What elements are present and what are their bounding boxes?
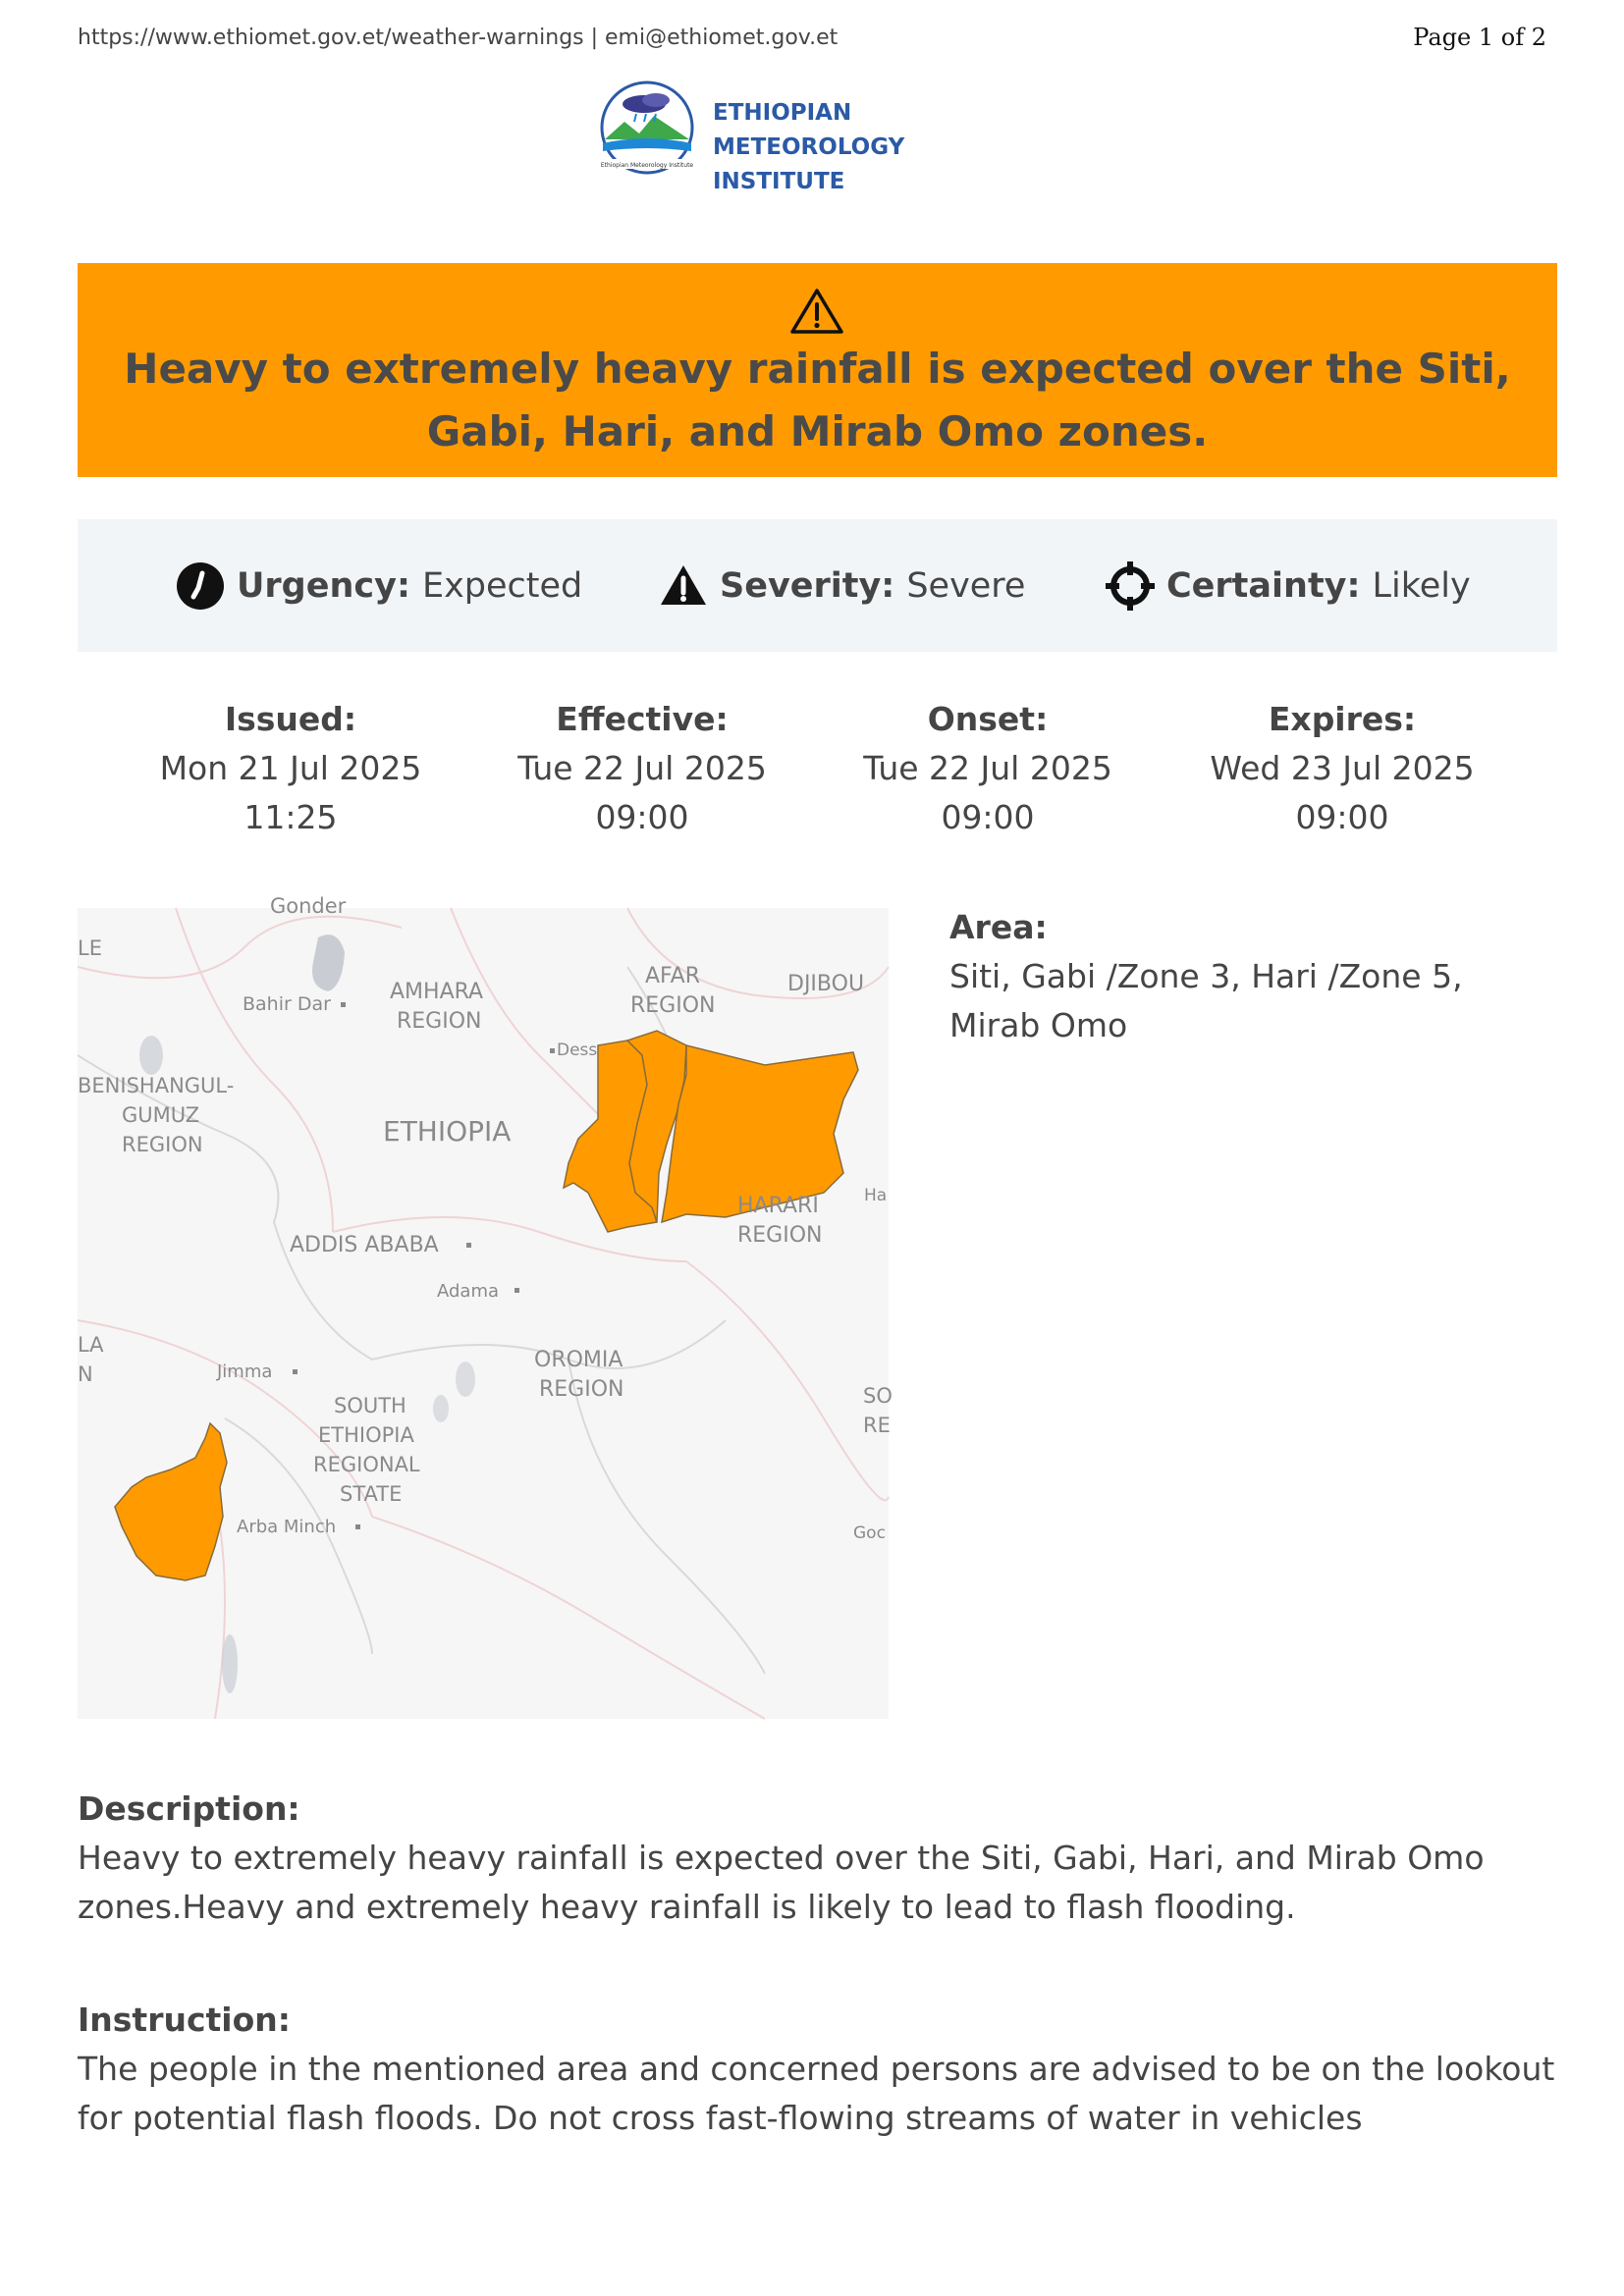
description-label: Description: — [78, 1789, 300, 1828]
area-value: Siti, Gabi /Zone 3, Hari /Zone 5, Mirab Omo — [949, 957, 1463, 1044]
urgency-value: Expected — [421, 566, 583, 606]
map-label-afar-1: AFAR — [645, 964, 701, 988]
area-label: Area: — [949, 908, 1048, 946]
instruction-text: The people in the mentioned area and concerned persons are advised to be on the lookout for potential flash floods. Do not cross fast-flowing streams of water in vehicles — [78, 2050, 1555, 2137]
map-label-adama: Adama — [437, 1281, 500, 1302]
map-label-god: Goc — [853, 1523, 886, 1543]
map-label-oromia-1: OROMIA — [534, 1348, 623, 1372]
issued-column — [134, 695, 448, 842]
map-label-dessie: Dess — [557, 1041, 598, 1060]
effective-date: Tue 22 Jul 2025 — [517, 749, 767, 787]
onset-label: Onset: — [927, 700, 1049, 738]
warning-triangle-icon — [788, 287, 845, 336]
map-label-re: RE — [863, 1414, 891, 1437]
description-text: Heavy to extremely heavy rainfall is expected over the Siti, Gabi, Hari, and Mirab Omo zones.Heavy and extremely heavy rainfall is likely to lead to flash flooding. — [78, 1839, 1485, 1926]
map-label-benishangul-1: BENISHANGUL- — [78, 1074, 235, 1097]
severity-field — [659, 562, 1025, 610]
map-canvas — [78, 894, 893, 1719]
severity-warning-icon — [659, 561, 708, 611]
description-block — [78, 1785, 1557, 1932]
map-label-afar-2: REGION — [630, 993, 716, 1018]
warning-area-map[interactable] — [78, 894, 893, 1719]
map-label-south-4: STATE — [340, 1482, 403, 1506]
map-label-addis-ababa: ADDIS ABABA — [290, 1233, 439, 1257]
page-number: Page 1 of 2 — [1413, 24, 1546, 51]
map-label-arba-minch: Arba Minch — [237, 1517, 337, 1537]
map-label-amhara-2: REGION — [397, 1009, 482, 1034]
onset-column — [831, 695, 1145, 842]
map-label-south-2: ETHIOPIA — [318, 1423, 414, 1447]
map-label-bahir-dar: Bahir Dar — [243, 993, 331, 1015]
onset-time: 09:00 — [941, 798, 1035, 836]
map-label-south-3: REGIONAL — [313, 1453, 420, 1476]
map-label-harari-1: HARARI — [737, 1194, 819, 1218]
effective-label: Effective: — [556, 700, 729, 738]
map-label-ethiopia: ETHIOPIA — [383, 1115, 512, 1148]
warning-headline: Heavy to extremely heavy rainfall is expected over the Siti, Gabi, Hari, and Mirab Omo zones. — [124, 345, 1511, 455]
urgency-field — [176, 562, 582, 610]
map-label-ha: Ha — [864, 1186, 888, 1205]
instruction-block — [78, 1996, 1557, 2143]
logo-wordmark — [713, 96, 1047, 199]
map-label-le: LE — [78, 936, 102, 960]
map-label-south-1: SOUTH — [334, 1394, 406, 1417]
effective-column — [485, 695, 799, 842]
warning-banner — [78, 263, 1557, 477]
map-label-so: SO — [863, 1384, 893, 1408]
page-header — [78, 22, 1546, 51]
area-block — [949, 903, 1539, 1050]
urgency-label: Urgency: — [237, 566, 410, 606]
severity-label: Severity: — [720, 566, 895, 606]
map-label-jimma: Jimma — [217, 1362, 273, 1382]
header-url[interactable]: https://www.ethiomet.gov.et/weather-warnings | emi@ethiomet.gov.et — [78, 26, 839, 50]
map-label-benishangul-3: REGION — [122, 1133, 203, 1156]
certainty-field — [1106, 562, 1471, 610]
certainty-crosshair-icon — [1106, 561, 1155, 611]
logo-caption: Ethiopian Meteorology Institute — [600, 162, 694, 169]
issued-date: Mon 21 Jul 2025 — [159, 749, 422, 787]
map-label-amhara-1: AMHARA — [390, 980, 484, 1004]
map-label-n: N — [78, 1362, 93, 1386]
expires-label: Expires: — [1268, 700, 1417, 738]
map-label-benishangul-2: GUMUZ — [122, 1103, 200, 1127]
cap-attributes-bar — [78, 519, 1557, 652]
onset-date: Tue 22 Jul 2025 — [863, 749, 1112, 787]
logo-line-1: ETHIOPIAN METEOROLOGY — [713, 100, 905, 160]
expires-date: Wed 23 Jul 2025 — [1210, 749, 1475, 787]
certainty-label: Certainty: — [1166, 566, 1361, 606]
logo-line-2: INSTITUTE — [713, 169, 845, 194]
issued-time: 11:25 — [244, 798, 338, 836]
map-label-harari-2: REGION — [737, 1223, 823, 1248]
issued-label: Issued: — [224, 700, 357, 738]
expires-column — [1185, 695, 1499, 842]
instruction-label: Instruction: — [78, 2001, 291, 2039]
expires-time: 09:00 — [1295, 798, 1389, 836]
emi-emblem-icon — [585, 79, 709, 181]
certainty-value: Likely — [1372, 566, 1471, 606]
effective-time: 09:00 — [595, 798, 689, 836]
map-label-la: LA — [78, 1333, 104, 1357]
emi-logo — [585, 79, 1047, 194]
urgency-clock-icon — [176, 561, 225, 611]
map-label-oromia-2: REGION — [539, 1377, 624, 1402]
map-label-gonder: Gonder — [270, 894, 347, 918]
timing-row — [78, 695, 1557, 842]
severity-value: Severe — [906, 566, 1026, 606]
map-label-djibouti: DJIBOU — [787, 972, 865, 996]
